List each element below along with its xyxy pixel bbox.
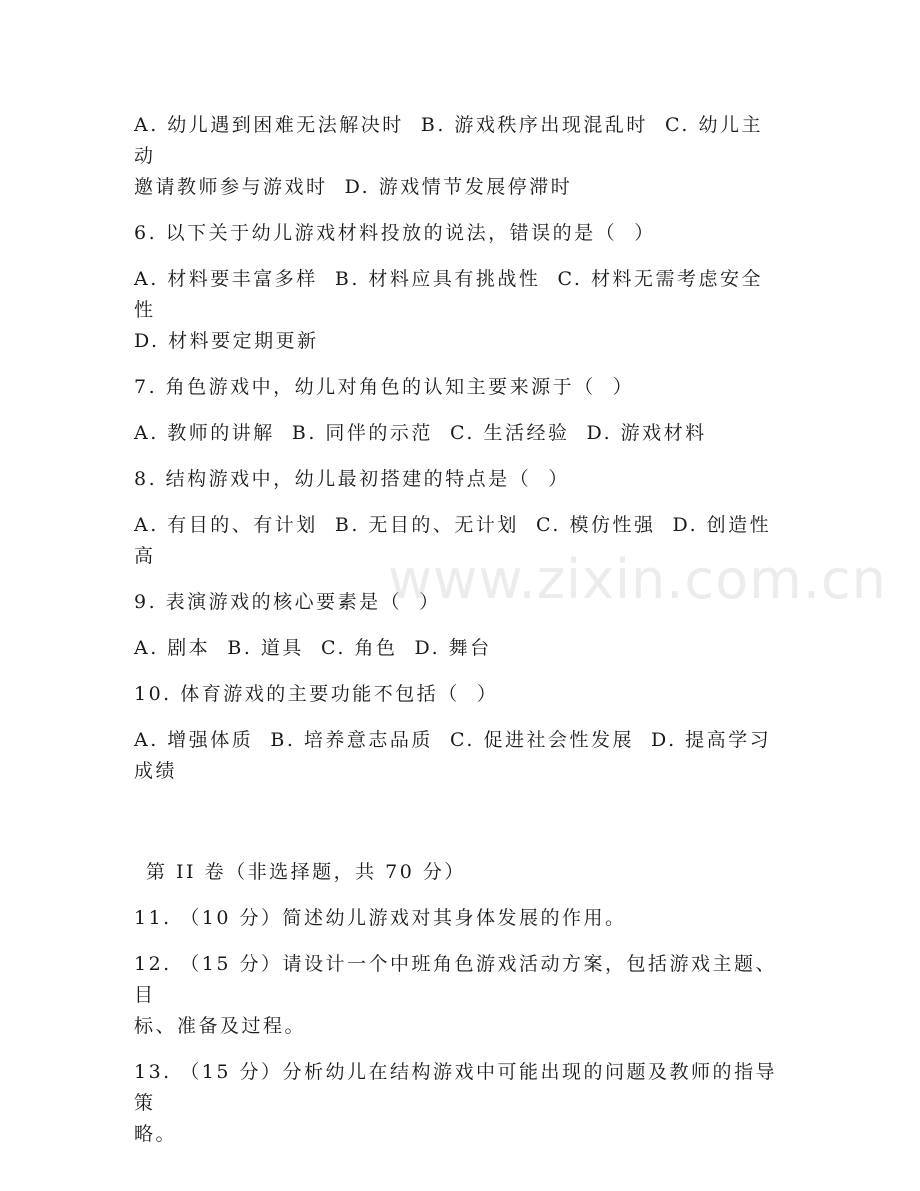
text-line: 8. 结构游戏中，幼儿最初搭建的特点是（ ） — [134, 468, 570, 490]
questions-part1 — [134, 110, 784, 787]
questions-part2 — [134, 903, 784, 1150]
text-line: 9. 表演游戏的核心要素是（ ） — [134, 591, 441, 613]
question-block-q10-options — [134, 725, 784, 787]
section-2-title: 第 II 卷（非选择题，共 70 分） — [146, 861, 466, 883]
watermark: www.zixin.com.cn — [388, 548, 887, 611]
question-block-q6-options — [134, 264, 784, 357]
question-block-q8-options — [134, 510, 784, 572]
text-line: 成绩 — [134, 760, 178, 782]
question-block-q10-stem — [134, 679, 784, 710]
question-block-q9-stem — [134, 587, 784, 618]
document-content — [134, 110, 784, 1165]
text-line: 高 — [134, 545, 156, 567]
question-block-q11 — [134, 903, 784, 934]
text-line: 12. （15 分）请设计一个中班角色游戏活动方案，包括游戏主题、目 — [134, 953, 777, 1006]
question-block-q5-options — [134, 110, 784, 203]
text-line: 7. 角色游戏中，幼儿对角色的认知主要来源于（ ） — [134, 376, 635, 398]
question-block-q8-stem — [134, 464, 784, 495]
text-line: 邀请教师参与游戏时 D. 游戏情节发展停滞时 — [134, 176, 573, 198]
text-line: A. 教师的讲解 B. 同伴的示范 C. 生活经验 D. 游戏材料 — [134, 422, 707, 444]
text-line: A. 增强体质 B. 培养意志品质 C. 促进社会性发展 D. 提高学习 — [134, 729, 772, 751]
text-line: D. 材料要定期更新 — [134, 330, 319, 352]
text-line: A. 有目的、有计划 B. 无目的、无计划 C. 模仿性强 D. 创造性 — [134, 514, 772, 536]
text-line: A. 幼儿遇到困难无法解决时 B. 游戏秩序出现混乱时 C. 幼儿主动 — [134, 114, 763, 167]
question-block-q9-options — [134, 633, 784, 664]
section-gap — [134, 802, 784, 857]
text-line: 略。 — [134, 1123, 178, 1145]
text-line: 11. （10 分）简述幼儿游戏对其身体发展的作用。 — [134, 907, 627, 929]
text-line: 13. （15 分）分析幼儿在结构游戏中可能出现的问题及教师的指导策 — [134, 1061, 777, 1114]
text-line: A. 材料要丰富多样 B. 材料应具有挑战性 C. 材料无需考虑安全性 — [134, 268, 763, 321]
question-block-q13 — [134, 1057, 784, 1150]
question-block-q7-stem — [134, 372, 784, 403]
question-block-q6-stem — [134, 218, 784, 249]
text-line: 6. 以下关于幼儿游戏材料投放的说法，错误的是（ ） — [134, 222, 656, 244]
text-line: A. 剧本 B. 道具 C. 角色 D. 舞台 — [134, 637, 492, 659]
text-line: 标、准备及过程。 — [134, 1015, 307, 1037]
question-block-q12 — [134, 949, 784, 1042]
text-line: 10. 体育游戏的主要功能不包括（ ） — [134, 683, 499, 705]
question-block-q7-options — [134, 418, 784, 449]
